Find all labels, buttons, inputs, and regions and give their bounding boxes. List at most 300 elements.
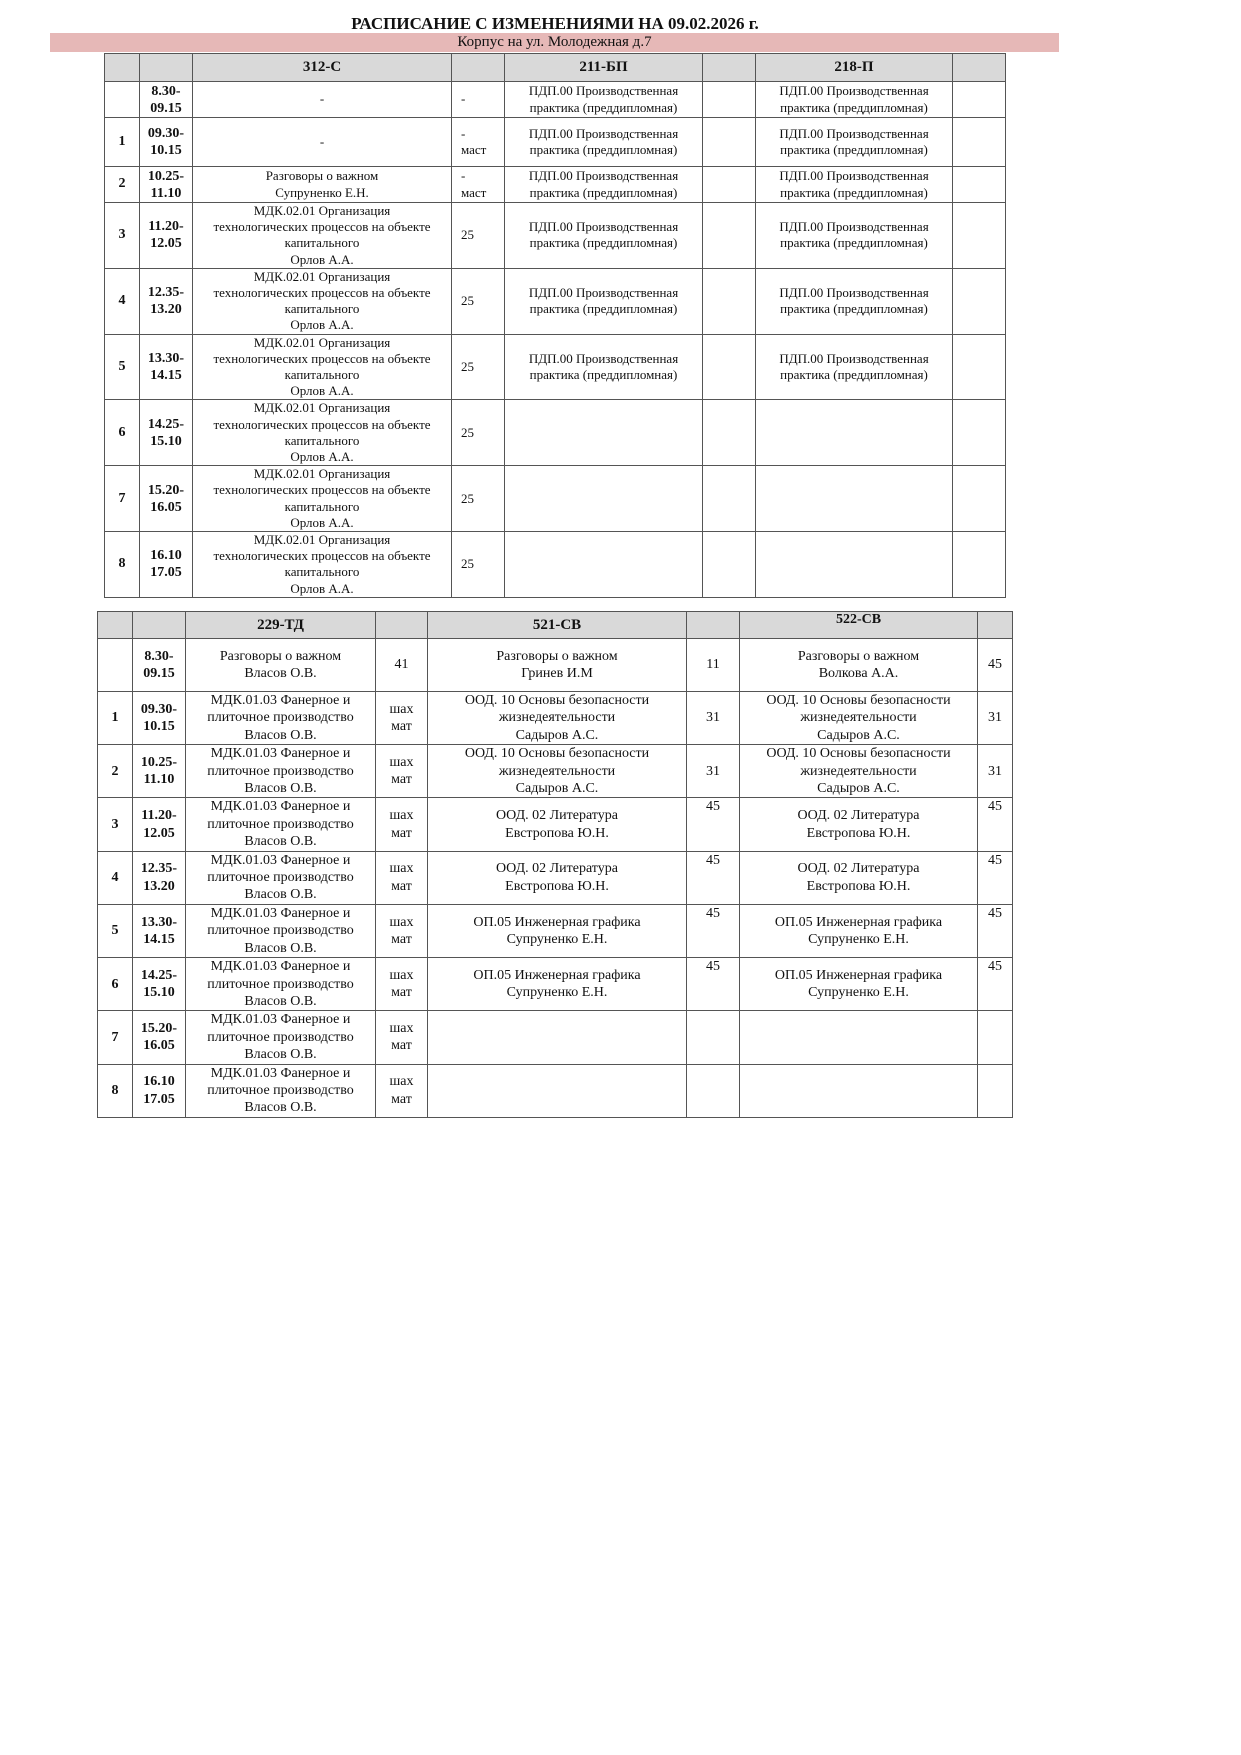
header-room-cell [978, 612, 1013, 639]
lesson-time [140, 532, 193, 598]
room-cell [953, 334, 1006, 400]
subject-line: практика (преддипломная) [529, 367, 678, 383]
time-line: 14.25- [147, 416, 185, 432]
subject-line: - [319, 91, 325, 107]
room-cell [703, 118, 756, 167]
subject-cell [740, 1011, 978, 1064]
subject-cell [756, 268, 953, 334]
room-line: маст [461, 184, 487, 200]
subject-cell [756, 334, 953, 400]
room-line: 45 [988, 799, 1002, 815]
room-cell [687, 1011, 740, 1064]
subject-line: практика (преддипломная) [529, 142, 678, 157]
header-room-cell [953, 54, 1006, 82]
subject-line: МДК.01.03 Фанерное и [210, 746, 351, 762]
room-line: 31 [706, 763, 720, 779]
subject-cell [505, 118, 703, 167]
subject-line: Супруненко Е.Н. [506, 931, 608, 947]
table-row [105, 334, 1006, 400]
subject-cell [193, 268, 452, 334]
lesson-time [140, 268, 193, 334]
group-header: 312-С [193, 54, 452, 82]
time-line: 16.05 [143, 1038, 175, 1054]
subject-line: капитального [284, 564, 360, 580]
time-line: 12.35- [147, 285, 185, 301]
time-line: 17.05 [143, 1091, 175, 1107]
table-row [98, 958, 1013, 1011]
subject-line: практика (преддипломная) [529, 301, 678, 317]
subject-line: МДК.01.03 Фанерное и [210, 905, 351, 921]
subject-line: Орлов А.А. [290, 580, 354, 596]
time-line: 15.10 [150, 433, 182, 449]
header-num-cell [98, 612, 133, 639]
time-line: 10.25- [140, 754, 178, 770]
lesson-time [133, 904, 186, 957]
room-cell [687, 798, 740, 851]
group-header: 229-ТД [186, 612, 376, 639]
subject-line: плиточное производство [207, 816, 354, 832]
subject-line: технологических процессов на объекте [213, 219, 431, 235]
room-cell [376, 798, 428, 851]
subject-line: ПДП.00 Производственная [779, 83, 929, 99]
subject-cell [428, 798, 687, 851]
room-line: - [461, 91, 466, 107]
time-line: 12.35- [140, 861, 178, 877]
subject-line: плиточное производство [207, 710, 354, 726]
room-cell [376, 1011, 428, 1064]
room-line: - [461, 125, 466, 141]
subject-cell [428, 745, 687, 798]
time-line: 13.30- [140, 914, 178, 930]
table-row [98, 1064, 1013, 1117]
time-line: 10.15 [150, 143, 182, 158]
subject-cell [428, 1064, 687, 1117]
room-cell [953, 203, 1006, 269]
lesson-time [133, 851, 186, 904]
subject-line: Евстропова Ю.Н. [806, 825, 911, 841]
lesson-number: 8 [105, 532, 140, 598]
lesson-time [140, 400, 193, 466]
room-line: мат [391, 825, 412, 841]
subject-line: практика (преддипломная) [780, 142, 928, 157]
lesson-number: 7 [98, 1011, 133, 1064]
room-line: 45 [706, 852, 720, 868]
room-cell [452, 118, 505, 167]
lesson-time [133, 745, 186, 798]
schedule-table-2 [97, 611, 1013, 1118]
subject-line: ООД. 10 Основы безопасности [766, 693, 951, 708]
subject-cell [186, 1011, 376, 1064]
room-line: шах [389, 754, 414, 770]
subject-line: ОП.05 Инженерная графика [774, 914, 943, 930]
subject-cell [740, 958, 978, 1011]
subject-cell [428, 692, 687, 745]
room-cell [703, 268, 756, 334]
subject-line: плиточное производство [207, 763, 354, 779]
subject-cell [505, 466, 703, 532]
subject-cell [740, 745, 978, 798]
time-line: 15.10 [143, 985, 175, 1001]
subject-line: МДК.01.03 Фанерное и [210, 852, 351, 868]
subject-line: МДК.01.03 Фанерное и [210, 799, 351, 815]
room-cell [687, 1064, 740, 1117]
time-line: 12.05 [150, 236, 182, 252]
room-line: мат [391, 719, 412, 735]
time-line: 09.15 [150, 100, 182, 116]
table-row [105, 466, 1006, 532]
subject-cell [756, 400, 953, 466]
room-line: 45 [988, 852, 1002, 868]
subject-cell [186, 745, 376, 798]
subject-cell [186, 958, 376, 1011]
time-line: 09.30- [147, 126, 185, 141]
room-line: 45 [988, 905, 1002, 921]
room-line: маст [461, 142, 487, 157]
time-line: 10.25- [147, 168, 185, 184]
room-line: 45 [706, 905, 720, 921]
lesson-time [133, 639, 186, 692]
subject-line: практика (преддипломная) [529, 99, 678, 115]
time-line: 13.20 [143, 878, 175, 894]
subject-cell [193, 400, 452, 466]
room-cell [376, 958, 428, 1011]
subject-cell [193, 203, 452, 269]
subject-line: Разговоры о важном [265, 168, 379, 184]
subject-line: плиточное производство [207, 976, 354, 992]
subject-line: практика (преддипломная) [529, 235, 678, 251]
room-cell [687, 692, 740, 745]
room-cell [953, 82, 1006, 118]
subject-line: ПДП.00 Производственная [779, 125, 929, 141]
subject-line: ООД. 02 Литература [496, 808, 618, 824]
subject-line: Евстропова Ю.Н. [806, 878, 911, 894]
subject-cell [428, 958, 687, 1011]
time-line: 12.05 [143, 825, 175, 841]
subject-line: Орлов А.А. [290, 449, 354, 465]
subject-line: ООД. 02 Литература [797, 861, 920, 877]
room-cell [978, 798, 1013, 851]
subject-line: Орлов А.А. [290, 251, 354, 267]
schedule-table-1 [104, 53, 1006, 598]
subject-line: ООД. 10 Основы безопасности [464, 746, 650, 762]
subject-line: ПДП.00 Производственная [528, 168, 679, 184]
subject-cell [505, 167, 703, 203]
subject-cell [193, 334, 452, 400]
subject-line: Власов О.В. [244, 834, 317, 850]
subject-line: капитального [284, 235, 360, 251]
lesson-number: 1 [98, 692, 133, 745]
subject-cell [428, 851, 687, 904]
room-cell [687, 958, 740, 1011]
room-cell [978, 1011, 1013, 1064]
room-cell [687, 639, 740, 692]
subject-line: МДК.02.01 Организация [253, 532, 391, 548]
lesson-time [133, 798, 186, 851]
table-row [105, 532, 1006, 598]
room-line: - [461, 168, 466, 184]
subject-cell [193, 466, 452, 532]
room-line: 25 [461, 293, 474, 309]
subject-line: технологических процессов на объекте [213, 416, 431, 432]
room-line: 31 [988, 710, 1002, 726]
lesson-time [133, 958, 186, 1011]
subject-line: ОП.05 Инженерная графика [473, 967, 641, 983]
header-room-cell [687, 612, 740, 639]
lesson-number: 6 [98, 958, 133, 1011]
subject-cell [505, 203, 703, 269]
subject-cell [193, 82, 452, 118]
subject-line: ПДП.00 Производственная [528, 285, 679, 301]
subject-line: жизнедеятельности [498, 763, 616, 779]
room-line: шах [389, 861, 414, 877]
subject-line: Супруненко Е.Н. [506, 985, 608, 1001]
room-cell [978, 639, 1013, 692]
subject-line: ПДП.00 Производственная [528, 83, 679, 99]
room-cell [452, 532, 505, 598]
subject-cell [756, 203, 953, 269]
room-cell [452, 203, 505, 269]
room-line: 45 [988, 959, 1002, 975]
time-line: 13.30- [147, 351, 185, 367]
subject-cell [740, 1064, 978, 1117]
room-cell [376, 851, 428, 904]
room-cell [687, 851, 740, 904]
room-line: шах [389, 808, 414, 824]
subject-cell [505, 532, 703, 598]
subject-line: капитального [284, 432, 360, 448]
lesson-number: 3 [98, 798, 133, 851]
subject-line: МДК.01.03 Фанерное и [210, 1065, 351, 1081]
subject-line: практика (преддипломная) [780, 301, 928, 317]
subject-line: Власов О.В. [244, 940, 317, 956]
lesson-time [140, 466, 193, 532]
time-line: 09.30- [140, 701, 178, 717]
subject-line: ПДП.00 Производственная [779, 168, 929, 184]
table-row [105, 268, 1006, 334]
header-time-cell [140, 54, 193, 82]
subject-line: - [319, 133, 325, 149]
room-line: шах [389, 914, 414, 930]
lesson-number: 1 [105, 118, 140, 167]
room-line: шах [389, 967, 414, 983]
subject-line: технологических процессов на объекте [213, 285, 431, 301]
subject-line: МДК.02.01 Организация [253, 203, 391, 218]
subject-line: Власов О.В. [244, 666, 317, 681]
subject-line: ООД. 10 Основы безопасности [766, 746, 951, 762]
room-line: мат [391, 1091, 412, 1107]
table-header-row [105, 54, 1006, 82]
lesson-number: 2 [105, 167, 140, 203]
time-line: 11.10 [150, 185, 182, 201]
subject-line: Власов О.В. [244, 993, 317, 1009]
header-room-cell [703, 54, 756, 82]
time-line: 14.15 [143, 931, 175, 947]
lesson-time [140, 167, 193, 203]
subject-line: МДК.01.03 Фанерное и [210, 1012, 351, 1028]
subject-line: жизнедеятельности [800, 710, 917, 726]
room-cell [703, 400, 756, 466]
room-line: 41 [394, 657, 409, 673]
subject-line: практика (преддипломная) [780, 235, 928, 251]
room-cell [703, 82, 756, 118]
subject-line: жизнедеятельности [498, 710, 616, 726]
room-line: 31 [988, 763, 1002, 779]
room-line: 25 [461, 490, 474, 506]
subject-line: плиточное производство [207, 1082, 354, 1098]
subject-line: МДК.02.01 Организация [253, 268, 391, 284]
subject-cell [740, 851, 978, 904]
room-cell [703, 167, 756, 203]
subject-cell [428, 1011, 687, 1064]
time-line: 16.10 [150, 548, 182, 564]
subject-line: Власов О.В. [244, 727, 317, 743]
subject-line: плиточное производство [207, 923, 354, 939]
group-header: 522-СВ [740, 612, 978, 639]
subject-cell [756, 167, 953, 203]
subject-line: Садыров А.С. [515, 727, 599, 743]
time-line: 14.15 [150, 368, 182, 384]
lesson-time [133, 692, 186, 745]
room-line: шах [389, 1074, 414, 1090]
subject-cell [193, 118, 452, 167]
table-row [98, 745, 1013, 798]
time-line: 10.15 [143, 719, 175, 735]
lesson-number: 7 [105, 466, 140, 532]
lesson-time [140, 334, 193, 400]
subject-line: ПДП.00 Производственная [779, 219, 929, 235]
subject-line: ПДП.00 Производственная [779, 350, 929, 366]
subject-line: Орлов А.А. [290, 383, 354, 399]
subject-cell [193, 532, 452, 598]
room-cell [687, 904, 740, 957]
room-line: 11 [706, 657, 720, 673]
subject-cell [186, 639, 376, 692]
subject-line: МДК.02.01 Организация [253, 466, 391, 482]
time-line: 11.10 [143, 772, 175, 788]
subject-cell [505, 400, 703, 466]
time-line: 16.10 [143, 1074, 175, 1090]
room-cell [978, 692, 1013, 745]
lesson-number: 4 [105, 268, 140, 334]
room-cell [452, 82, 505, 118]
room-cell [953, 532, 1006, 598]
room-cell [452, 334, 505, 400]
subject-line: ПДП.00 Производственная [779, 285, 929, 301]
room-line: мат [391, 985, 412, 1001]
room-cell [376, 692, 428, 745]
lesson-time [140, 118, 193, 167]
subject-cell [505, 82, 703, 118]
subject-line: Орлов А.А. [290, 317, 354, 333]
group-header: 521-СВ [428, 612, 687, 639]
subject-line: технологических процессов на объекте [213, 350, 431, 366]
room-cell [953, 268, 1006, 334]
subject-line: Волкова А.А. [818, 666, 899, 681]
time-line: 09.15 [143, 666, 175, 681]
subject-line: практика (преддипломная) [780, 367, 928, 383]
subject-line: МДК.02.01 Организация [253, 334, 391, 350]
lesson-time [133, 1011, 186, 1064]
time-line: 15.20- [140, 1021, 178, 1037]
subject-line: ПДП.00 Производственная [528, 219, 679, 235]
subject-line: капитального [284, 498, 360, 514]
header-room-cell [376, 612, 428, 639]
room-cell [376, 904, 428, 957]
table-header-row [98, 612, 1013, 639]
table-row [105, 82, 1006, 118]
room-cell [978, 1064, 1013, 1117]
room-line: 45 [706, 799, 720, 815]
room-cell [703, 203, 756, 269]
table-row [98, 639, 1013, 692]
room-cell [953, 466, 1006, 532]
subject-line: Евстропова Ю.Н. [505, 878, 609, 894]
subject-cell [505, 268, 703, 334]
subject-cell [428, 904, 687, 957]
room-line: 25 [461, 358, 474, 374]
subject-line: плиточное производство [207, 1029, 354, 1045]
group-header: 211-БП [505, 54, 703, 82]
room-line: мат [391, 1038, 412, 1054]
table-row [98, 798, 1013, 851]
time-line: 13.20 [150, 302, 182, 318]
subject-line: жизнедеятельности [800, 763, 917, 779]
subject-cell [505, 334, 703, 400]
subject-cell [186, 798, 376, 851]
subject-line: Супруненко Е.Н. [808, 931, 909, 947]
subject-line: Садыров А.С. [817, 727, 900, 743]
subject-line: плиточное производство [207, 870, 354, 886]
subject-line: Орлов А.А. [290, 514, 354, 530]
lesson-time [133, 1064, 186, 1117]
subject-line: МДК.02.01 Организация [253, 400, 391, 416]
subject-cell [186, 851, 376, 904]
time-line: 8.30- [144, 648, 174, 664]
subject-line: Садыров А.С. [817, 781, 900, 797]
room-line: шах [389, 1021, 414, 1037]
subject-cell [740, 692, 978, 745]
room-cell [953, 118, 1006, 167]
subject-line: МДК.01.03 Фанерное и [210, 959, 351, 975]
subject-line: капитального [284, 301, 360, 317]
room-cell [452, 167, 505, 203]
subject-line: Евстропова Ю.Н. [505, 825, 609, 841]
time-line: 8.30- [151, 83, 181, 99]
table-row [105, 118, 1006, 167]
subject-line: практика (преддипломная) [780, 184, 928, 200]
time-line: 17.05 [150, 565, 182, 581]
time-line: 11.20- [141, 808, 177, 824]
lesson-time [140, 203, 193, 269]
subject-line: Разговоры о важном [496, 648, 618, 664]
room-cell [452, 268, 505, 334]
lesson-number: 6 [105, 400, 140, 466]
lesson-number: 3 [105, 203, 140, 269]
subject-cell [186, 904, 376, 957]
subject-line: Разговоры о важном [219, 648, 342, 664]
header-time-cell [133, 612, 186, 639]
subject-line: ОП.05 Инженерная графика [473, 914, 641, 930]
room-cell [376, 639, 428, 692]
room-line: 45 [988, 657, 1002, 673]
lesson-number: 5 [105, 334, 140, 400]
room-cell [978, 851, 1013, 904]
room-cell [687, 745, 740, 798]
subject-cell [186, 692, 376, 745]
subject-line: Власов О.В. [244, 1047, 317, 1063]
subject-line: Власов О.В. [244, 887, 317, 903]
table-row [98, 851, 1013, 904]
